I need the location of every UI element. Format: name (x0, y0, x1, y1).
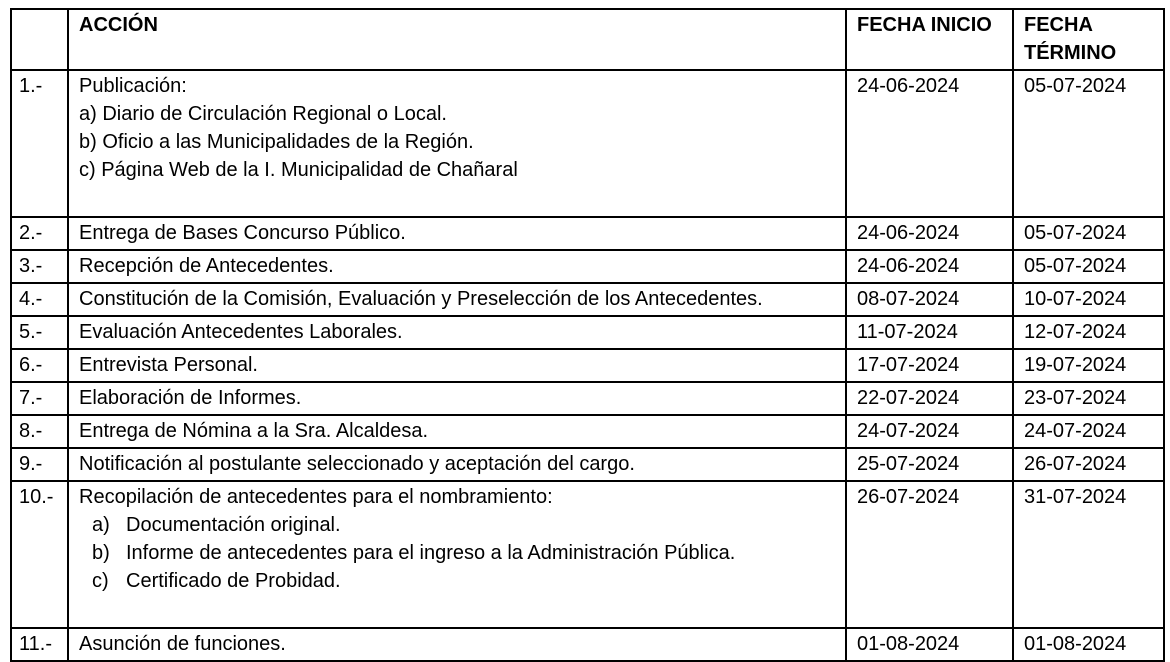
table-row (11, 217, 1164, 250)
accion-line: c) Página Web de la I. Municipalidad de Chañaral (79, 159, 518, 181)
list-text: Certificado de Probidad. (126, 570, 341, 592)
header-row (11, 9, 1164, 70)
table-row (11, 250, 1164, 283)
accion-line: Recepción de Antecedentes. (79, 255, 334, 277)
table-row (11, 283, 1164, 316)
accion-line: Entrevista Personal. (79, 354, 258, 376)
accion-line (79, 539, 837, 567)
row-number-cell: 4.- (11, 283, 68, 316)
accion-line: Notificación al postulante seleccionado y aceptación del cargo. (79, 453, 635, 475)
row-number-cell: 6.- (11, 349, 68, 382)
accion-cell (68, 415, 846, 448)
row-number-cell: 10.- (11, 481, 68, 628)
fecha-inicio-cell: 11-07-2024 (846, 316, 1013, 349)
row-number-cell: 7.- (11, 382, 68, 415)
col-header-accion: ACCIÓN (68, 9, 846, 70)
schedule-table (10, 8, 1165, 662)
accion-line: Entrega de Nómina a la Sra. Alcaldesa. (79, 420, 429, 442)
fecha-termino-cell: 24-07-2024 (1013, 415, 1164, 448)
col-header-fecha-termino: FECHA TÉRMINO (1013, 9, 1164, 70)
table-row (11, 628, 1164, 661)
fecha-inicio-cell: 08-07-2024 (846, 283, 1013, 316)
fecha-inicio-cell: 26-07-2024 (846, 481, 1013, 628)
corner-cell (11, 9, 68, 70)
fecha-termino-cell: 31-07-2024 (1013, 481, 1164, 628)
row-number-cell: 2.- (11, 217, 68, 250)
list-text: Documentación original. (126, 514, 341, 536)
list-marker: b) (92, 542, 110, 564)
fecha-inicio-cell: 17-07-2024 (846, 349, 1013, 382)
table-body (11, 70, 1164, 661)
fecha-inicio-cell: 25-07-2024 (846, 448, 1013, 481)
table-row (11, 415, 1164, 448)
list-text: Informe de antecedentes para el ingreso a la Administración Pública. (126, 542, 736, 564)
fecha-inicio-cell: 24-06-2024 (846, 217, 1013, 250)
accion-cell (68, 250, 846, 283)
accion-line: Entrega de Bases Concurso Público. (79, 222, 406, 244)
accion-line (79, 567, 837, 595)
fecha-termino-cell: 05-07-2024 (1013, 250, 1164, 283)
row-number-cell: 11.- (11, 628, 68, 661)
accion-cell (68, 448, 846, 481)
table-row (11, 481, 1164, 628)
row-number-cell: 5.- (11, 316, 68, 349)
accion-cell (68, 382, 846, 415)
fecha-termino-cell: 19-07-2024 (1013, 349, 1164, 382)
list-marker: c) (92, 570, 109, 592)
fecha-inicio-cell: 22-07-2024 (846, 382, 1013, 415)
fecha-termino-cell: 26-07-2024 (1013, 448, 1164, 481)
accion-line: Recopilación de antecedentes para el nombramiento: (79, 486, 553, 508)
accion-line: a) Diario de Circulación Regional o Local. (79, 103, 447, 125)
row-number-cell: 1.- (11, 70, 68, 217)
accion-cell (68, 217, 846, 250)
fecha-termino-cell: 01-08-2024 (1013, 628, 1164, 661)
table-row (11, 70, 1164, 217)
accion-cell (68, 628, 846, 661)
accion-line: Elaboración de Informes. (79, 387, 302, 409)
fecha-termino-cell: 05-07-2024 (1013, 70, 1164, 217)
accion-line: Asunción de funciones. (79, 633, 286, 655)
fecha-inicio-cell: 24-06-2024 (846, 250, 1013, 283)
fecha-termino-cell: 10-07-2024 (1013, 283, 1164, 316)
accion-line (79, 511, 837, 539)
accion-cell (68, 481, 846, 628)
accion-cell (68, 70, 846, 217)
accion-cell (68, 349, 846, 382)
row-number-cell: 9.- (11, 448, 68, 481)
fecha-termino-cell: 05-07-2024 (1013, 217, 1164, 250)
col-header-fecha-inicio: FECHA INICIO (846, 9, 1013, 70)
table-row (11, 382, 1164, 415)
row-number-cell: 3.- (11, 250, 68, 283)
table-row (11, 349, 1164, 382)
fecha-inicio-cell: 01-08-2024 (846, 628, 1013, 661)
list-marker: a) (92, 514, 110, 536)
accion-cell (68, 316, 846, 349)
fecha-inicio-cell: 24-07-2024 (846, 415, 1013, 448)
table-row (11, 448, 1164, 481)
blank-line (79, 184, 837, 214)
fecha-termino-cell: 23-07-2024 (1013, 382, 1164, 415)
row-number-cell: 8.- (11, 415, 68, 448)
accion-line: Constitución de la Comisión, Evaluación y Preselección de los Antecedentes. (79, 288, 763, 310)
accion-line: b) Oficio a las Municipalidades de la Región. (79, 131, 474, 153)
accion-cell (68, 283, 846, 316)
fecha-inicio-cell: 24-06-2024 (846, 70, 1013, 217)
accion-line: Evaluación Antecedentes Laborales. (79, 321, 403, 343)
fecha-termino-cell: 12-07-2024 (1013, 316, 1164, 349)
blank-line (79, 595, 837, 625)
accion-line: Publicación: (79, 75, 187, 97)
table-row (11, 316, 1164, 349)
